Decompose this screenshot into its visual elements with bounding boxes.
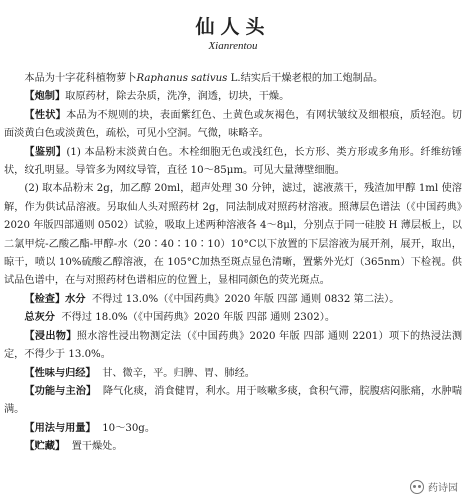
section-text: 不得过 18.0%（《中国药典》2020 年版 四部 通则 2302）。 [61, 312, 336, 324]
section-label: 【炮制】 [24, 91, 66, 103]
section-yongfa [4, 420, 462, 438]
page-title: 仙人头 [195, 16, 271, 38]
section-jiancha [4, 291, 462, 309]
section-label: 【浸出物】 [24, 330, 77, 342]
subsection-label: 总灰分 [24, 312, 55, 324]
section-text: 降气化痰，消食健胃，利水。用于咳嗽多痰，食积气滞，脘腹痞闷胀痛，水肿喘满。 [4, 385, 463, 416]
section-jianbie-2 [4, 180, 462, 290]
section-label: 【性味与归经】 [24, 367, 96, 379]
section-text: (2) 取本品粉末 2g，加乙醇 20ml，超声处理 30 分钟，滤过，滤液蒸干，残渣加甲醇 1ml 使溶解，作为供试品溶液。另取仙人头对照药材 2g，同法制成对照药材溶液。照薄层色谱法（《中国药典》2020 年版四部通则 0502）试验，吸取上述两种溶液各 4～8μl，分别点于同一硅胶 H 薄层板上，以二氯甲烷-乙酸乙酯-甲醇-水（20∶40∶10∶10）10°C以下放置的下层溶液为展开剂，展开，取出，晾干，喷以 10%硫酸乙醇溶液，在 105°C加热至斑点显色清晰，置紫外光灯（365nm）下检视。供试品色谱中，在与对照药材色谱相应的位置上，显相同颜色的荧光斑点。 [4, 183, 462, 287]
section-jinchuwu [4, 328, 462, 365]
section-gongneng [4, 383, 462, 420]
section-text: (1) 本品粉末淡黄白色。木栓细胞无色或浅红色，长方形、类方形或多角形。纤维纺锤状，纹孔明显。导管多为网纹导管，直径 10～85μm。可见大量薄壁细胞。 [4, 146, 462, 177]
watermark [410, 479, 458, 494]
section-zhucang [4, 438, 462, 456]
subsection-label: 水分 [65, 293, 86, 305]
section-label: 【功能与主治】 [24, 385, 97, 397]
intro-lead: 本品为十字花科植物萝卜 [24, 73, 137, 84]
watermark-text: 药诗园 [428, 483, 458, 494]
monograph-body [4, 70, 462, 457]
section-text: 取原药材，除去杂质，洗净，润透，切块，干燥。 [65, 91, 290, 103]
section-paozhi [4, 88, 462, 106]
intro-paragraph [4, 70, 462, 88]
section-text: 甘、微辛，平。归脾、胃、肺经。 [102, 367, 255, 379]
section-label: 【性状】 [24, 109, 67, 121]
latin-name: Raphanus sativus [136, 73, 228, 84]
section-text: 置干燥处。 [71, 441, 123, 453]
section-jiancha-2 [4, 309, 462, 327]
section-xingwei [4, 365, 462, 383]
section-xingzhuang [4, 107, 462, 144]
section-text: 不得过 13.0%（《中国药典》2020 年版 四部 通则 0832 第二法）。 [92, 293, 400, 305]
section-jianbie [4, 144, 462, 181]
wechat-icon [410, 480, 424, 494]
section-label: 【检查】 [24, 293, 66, 305]
section-label: 【鉴别】 [24, 146, 67, 158]
section-label: 【用法与用量】 [24, 422, 96, 434]
section-text: 10～30g。 [102, 422, 156, 434]
section-text: 照水溶性浸出物测定法（《中国药典》2020 年版 四部 通则 2201）项下的热浸法测定，不得少于 13.0%。 [4, 330, 463, 361]
intro-tail: L.结实后干燥老根的加工炮制品。 [227, 73, 384, 84]
page-subtitle-pinyin: Xianrentou [208, 40, 258, 52]
section-label: 【贮藏】 [24, 441, 66, 453]
section-text: 本品为不规则的块，表面紫红色、土黄色或灰褐色，有网状皱纹及细根痕，质轻泡。切面淡黄白色或淡黄色，疏松，可见小空洞。气微，味略辛。 [4, 109, 462, 140]
